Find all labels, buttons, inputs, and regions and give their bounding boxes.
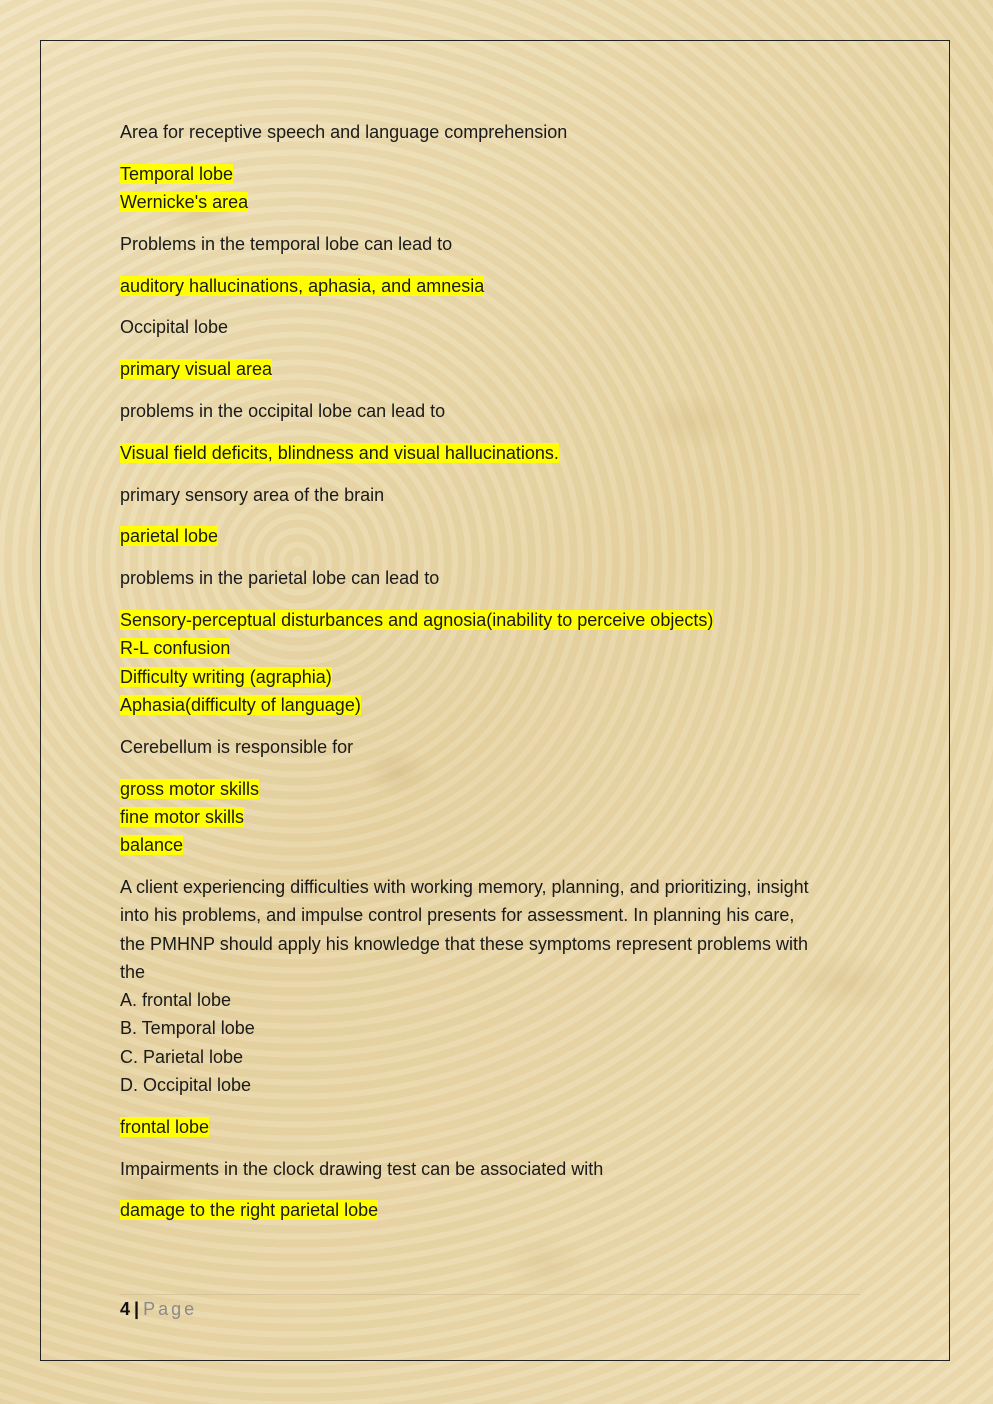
- question-cerebellum: [120, 733, 880, 761]
- question-occipital-lobe: [120, 313, 880, 341]
- answer-text: Visual field deficits, blindness and visual hallucinations.: [120, 442, 559, 463]
- answer-occipital-problems: [120, 439, 880, 467]
- question-text: Cerebellum is responsible for: [120, 736, 354, 757]
- answer-clock-drawing: [120, 1196, 880, 1224]
- question-text: Occipital lobe: [120, 317, 229, 338]
- question-temporal-problems: [120, 230, 880, 258]
- question-occipital-problems: [120, 397, 880, 425]
- document-body: [120, 118, 880, 1238]
- page-separator: |: [134, 1299, 140, 1319]
- answer-frontal-case: [120, 1113, 880, 1141]
- answer-cerebellum: [120, 775, 880, 860]
- question-text: Area for receptive speech and language comprehension: [120, 122, 568, 142]
- page-number: 4: [120, 1299, 131, 1319]
- question-text: the: [120, 961, 146, 982]
- answer-text: auditory hallucinations, aphasia, and amnesia: [120, 275, 485, 296]
- question-text: Impairments in the clock drawing test can be associated with: [120, 1158, 604, 1179]
- question-sensory-area: [120, 481, 880, 509]
- question-text: A client experiencing difficulties with working memory, planning, and prioritizing, insight: [120, 876, 809, 897]
- answer-text: Temporal lobe: [120, 163, 234, 184]
- page-label: Page: [143, 1299, 198, 1319]
- answer-receptive-speech: [120, 160, 880, 217]
- question-clock-drawing: [120, 1155, 880, 1183]
- answer-text: fine motor skills: [120, 806, 245, 827]
- answer-text: R-L confusion: [120, 638, 231, 659]
- question-text: problems in the parietal lobe can lead to: [120, 568, 440, 589]
- answer-text: parietal lobe: [120, 526, 219, 547]
- answer-text: Sensory-perceptual disturbances and agnosia(inability to perceive objects): [120, 610, 714, 631]
- answer-text: Wernicke's area: [120, 192, 249, 213]
- question-frontal-case: [120, 873, 880, 1099]
- option-a: A. frontal lobe: [120, 990, 232, 1011]
- answer-text: damage to the right parietal lobe: [120, 1200, 379, 1221]
- question-text: primary sensory area of the brain: [120, 484, 385, 505]
- answer-sensory-area: [120, 522, 880, 550]
- answer-temporal-problems: [120, 272, 880, 300]
- answer-text: Aphasia(difficulty of language): [120, 694, 361, 715]
- option-d: D. Occipital lobe: [120, 1075, 252, 1096]
- question-text: Problems in the temporal lobe can lead to: [120, 233, 453, 254]
- question-parietal-problems: [120, 564, 880, 592]
- option-b: B. Temporal lobe: [120, 1018, 255, 1039]
- answer-text: balance: [120, 835, 184, 856]
- question-text: problems in the occipital lobe can lead to: [120, 401, 446, 422]
- answer-occipital-lobe: [120, 355, 880, 383]
- answer-text: frontal lobe: [120, 1116, 210, 1137]
- page-footer: [120, 1294, 860, 1323]
- answer-text: primary visual area: [120, 359, 273, 380]
- answer-text: Difficulty writing (agraphia): [120, 666, 332, 687]
- option-c: C. Parietal lobe: [120, 1046, 244, 1067]
- question-text: into his problems, and impulse control presents for assessment. In planning his care,: [120, 905, 795, 926]
- question-text: the PMHNP should apply his knowledge that these symptoms represent problems with: [120, 933, 809, 954]
- answer-parietal-problems: [120, 606, 880, 719]
- question-receptive-speech: [120, 118, 880, 146]
- answer-text: gross motor skills: [120, 778, 260, 799]
